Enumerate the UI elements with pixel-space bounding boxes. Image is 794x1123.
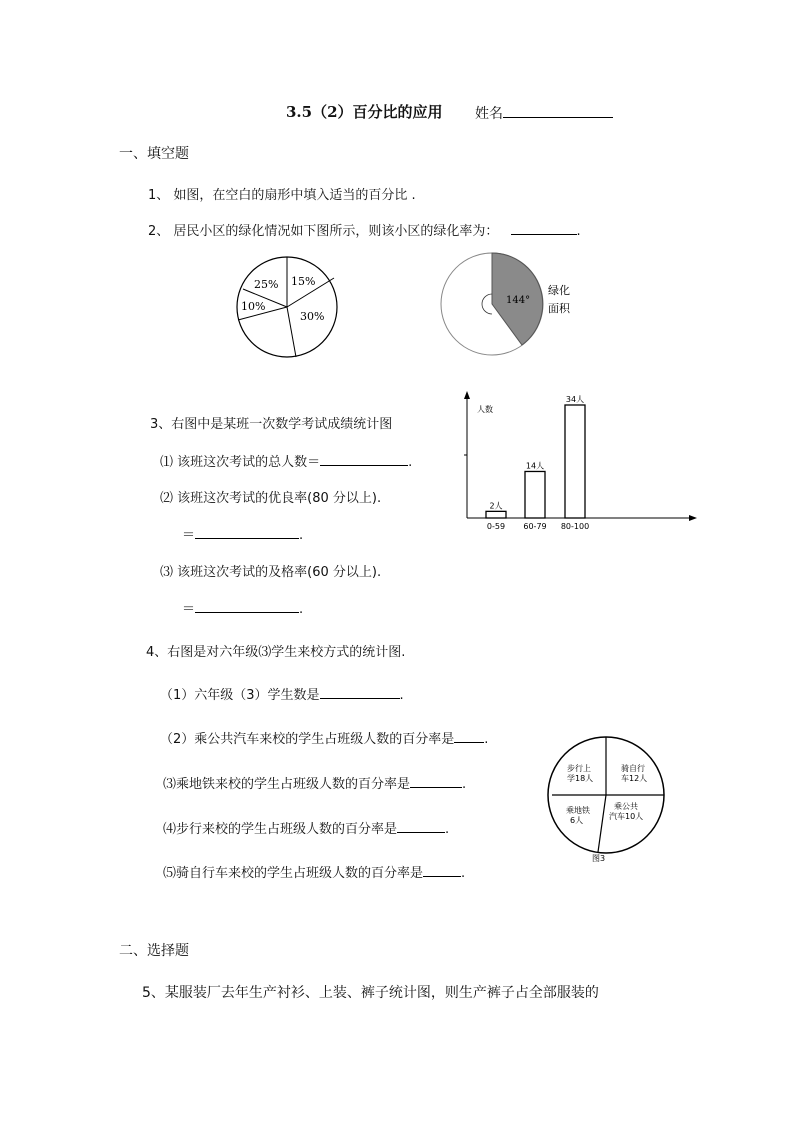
question-5: 5、某服装厂去年生产衬衫、上装、裤子统计图，则生产裤子占全部服装的 [142,985,599,1001]
greening-label-line1: 绿化 [548,284,570,297]
question-4-part-1: （1）六年级（3）学生数是 . [160,688,404,703]
greening-pie-chart [440,251,590,359]
answer-blank[interactable] [454,730,484,743]
pie-label-metro: 6人 [570,816,584,825]
pie-label-bus: 乘公共 [614,802,638,811]
pie-label-walk: 步行上 [567,764,591,773]
answer-blank[interactable] [423,864,461,877]
bar-60-79 [525,471,545,518]
transport-pie-chart [546,737,668,863]
section-heading-fill: 一、填空题 [119,146,189,162]
score-bar-chart [455,385,705,535]
answer-blank[interactable] [195,526,299,539]
pie-sectors [548,737,664,853]
question-1: 1、 如图，在空白的扇形中填入适当的百分比 . [148,188,416,203]
y-axis-label: 人数 [477,405,493,414]
question-4-part-2: （2）乘公共汽车来校的学生占班级人数的百分率是 . [160,732,489,747]
pie-label: 10% [241,300,266,313]
answer-blank[interactable] [397,820,445,833]
question-3-part-1: ⑴ 该班这次考试的总人数＝ . [160,455,413,470]
answer-blank[interactable] [320,453,408,466]
x-tick-label: 60-79 [523,522,547,531]
section-heading-choice: 二、选择题 [119,943,189,959]
bar-80-100 [565,405,585,518]
pie-label-metro: 乘地铁 [566,806,590,815]
question-3-part-2-answer: ＝ . [182,528,304,543]
question-4-part-5: ⑸骑自行车来校的学生占班级人数的百分率是 . [163,866,466,881]
question-4: 4、右图是对六年级⑶学生来校方式的统计图. [146,645,406,660]
name-label: 姓名 [475,103,613,123]
percentage-pie-chart [234,256,340,358]
pie-label-bike: 骑自行 [621,764,645,773]
pie-label-bike: 车12人 [621,774,648,783]
question-3-part-2: ⑵ 该班这次考试的优良率(80 分以上). [160,491,382,506]
question-3-part-3-answer: ＝ . [182,602,304,617]
pie-label: 15% [291,275,316,288]
bar-data-label: 14人 [525,461,545,471]
pie-label-walk: 学18人 [567,774,594,783]
x-tick-label: 80-100 [560,522,590,531]
pie-label-bus: 汽车10人 [609,812,644,821]
page-title: 3.5（2）百分比的应用 [286,103,443,121]
pie-label: 25% [254,278,279,291]
x-tick-label: 0-59 [486,522,506,531]
question-3: 3、右图中是某班一次数学考试成绩统计图 [150,417,393,432]
question-2: 2、 居民小区的绿化情况如下图所示，则该小区的绿化率为： . [148,224,581,239]
name-blank[interactable] [503,105,613,118]
answer-blank[interactable] [511,222,577,235]
bars [486,394,589,531]
question-4-part-3: ⑶乘地铁来校的学生占班级人数的百分率是 . [163,777,467,792]
question-4-part-4: ⑷步行来校的学生占班级人数的百分率是 . [163,822,450,837]
bar-0-59 [486,511,506,518]
pie-label: 30% [300,310,325,323]
answer-blank[interactable] [195,600,299,613]
answer-blank[interactable] [410,775,462,788]
pie-caption: 图3 [592,854,606,863]
bar-data-label: 34人 [565,395,585,404]
bar-data-label: 2人 [489,501,503,511]
question-3-part-3: ⑶ 该班这次考试的及格率(60 分以上). [160,565,382,580]
greening-label-line2: 面积 [548,302,570,315]
angle-label: 144° [506,295,531,306]
answer-blank[interactable] [320,686,400,699]
